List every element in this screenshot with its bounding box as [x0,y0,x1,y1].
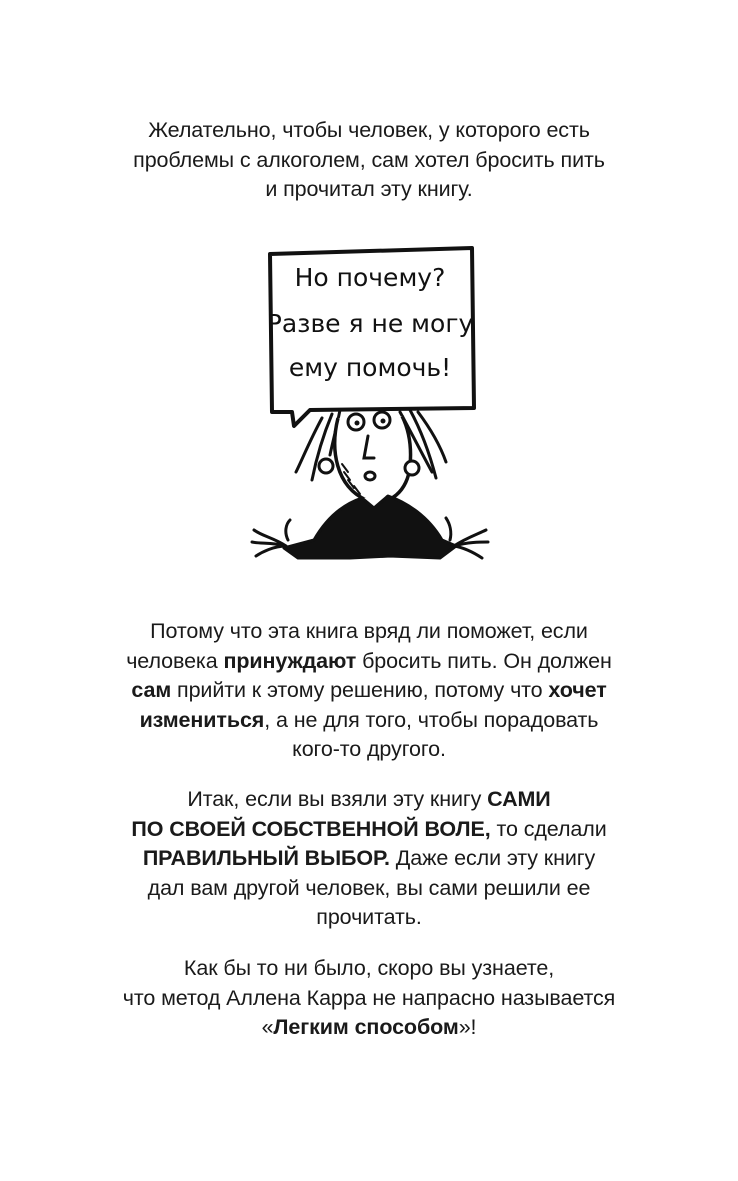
text-line: проблемы с алкоголем, сам хотел бросить пить [133,147,605,172]
text-line: Потому что эта книга вряд ли поможет, если [150,619,588,643]
emphasis: принуждают [223,648,357,673]
text-line: Желательно, чтобы человек, у которого есть [148,118,590,142]
method-paragraph [0,954,738,1043]
text-line: «Легким способом»! [261,1015,477,1039]
emphasis: ПО СВОЕЙ СОБСТВЕННОЙ ВОЛЕ, [131,816,491,841]
text-line: дал вам другой человек, вы сами решили ее [147,875,591,900]
text-line: сам прийти к этому решению, потому что хочет [131,678,607,702]
mouth [365,472,375,480]
hand-right [446,518,488,558]
emphasis: измениться [139,707,265,732]
hand-left [252,520,290,556]
choice-paragraph [0,785,738,933]
bubble-line: Разве я не могу [266,309,474,338]
text-line: ПО СВОЕЙ СОБСТВЕННОЙ ВОЛЕ, то сделали [131,816,607,841]
text-line: Итак, если вы взяли эту книгу САМИ [187,787,551,811]
text-line: человека принуждают бросить пить. Он должен [126,648,612,673]
emphasis: Легким способом [273,1015,459,1039]
bubble-line: Но почему? [294,263,446,292]
woman-shrugging-illustration [250,240,490,580]
reason-paragraph [0,617,738,765]
text-line: кого-то другого. [292,737,446,761]
intro-paragraph [0,116,738,205]
bubble-line: ему помочь! [288,353,452,382]
text-line: прочитать. [316,905,422,929]
text-line: что метод Аллена Карра не напрасно называется [122,985,616,1010]
earring-right [405,461,419,475]
emphasis: сам [131,678,172,702]
text-line: ПРАВИЛЬНЫЙ ВЫБОР. Даже если эту книгу [142,846,596,870]
emphasis: ПРАВИЛЬНЫЙ ВЫБОР. [142,846,390,870]
emphasis: САМИ [487,787,551,811]
text-line: измениться, а не для того, чтобы порадовать [139,707,599,732]
text-line: и прочитал эту книгу. [265,177,473,201]
text-line: Как бы то ни было, скоро вы узнаете, [183,956,555,980]
earring-left [319,459,333,473]
emphasis: хочет [548,678,607,702]
